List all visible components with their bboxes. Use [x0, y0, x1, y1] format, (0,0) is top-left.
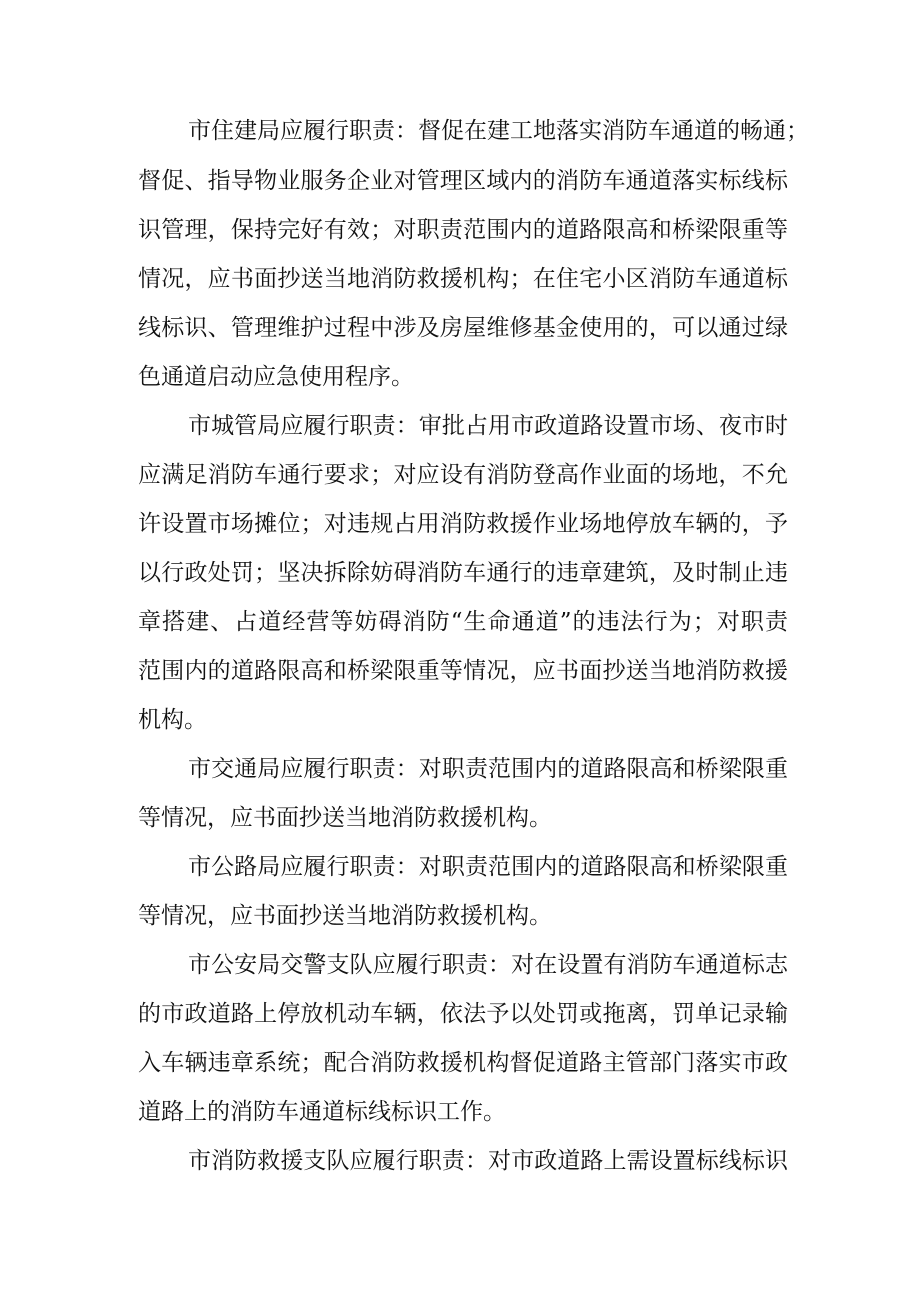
paragraph-3-line-2: 等情况，应书面抄送当地消防救援机构。 — [138, 805, 552, 831]
paragraph-6-line-1: 市消防救援支队应履行职责：对市政道路上需设置标线标识 — [188, 1148, 788, 1174]
paragraph-5-line-4: 道路上的消防车通道标线标识工作。 — [138, 1099, 506, 1125]
paragraph-2-line-6: 范围内的道路限高和桥梁限重等情况，应书面抄送当地消防救援 — [138, 658, 788, 684]
paragraph-3-line-1: 市交通局应履行职责：对职责范围内的道路限高和桥梁限重 — [188, 756, 788, 782]
paragraph-2-line-3: 许设置市场摊位；对违规占用消防救援作业场地停放车辆的，予 — [138, 511, 788, 537]
paragraph-4-line-1: 市公路局应履行职责：对职责范围内的道路限高和桥梁限重 — [188, 854, 788, 880]
paragraph-1-line-1: 市住建局应履行职责：督促在建工地落实消防车通道的畅通； — [188, 118, 809, 144]
paragraph-1-line-6: 色通道启动应急使用程序。 — [138, 364, 414, 390]
paragraph-2-line-5: 章搭建、占道经营等妨碍消防“生命通道”的违法行为；对职责 — [138, 609, 788, 635]
paragraph-5-line-2: 的市政道路上停放机动车辆，依法予以处罚或拖离，罚单记录输 — [138, 1001, 788, 1027]
paragraph-5-line-3: 入车辆违章系统；配合消防救援机构督促道路主管部门落实市政 — [138, 1050, 788, 1076]
paragraph-2-line-2: 应满足消防车通行要求；对应设有消防登高作业面的场地，不允 — [138, 462, 788, 488]
paragraph-2-line-7: 机构。 — [138, 707, 207, 733]
paragraph-1-line-2: 督促、指导物业服务企业对管理区域内的消防车通道落实标线标 — [138, 168, 788, 194]
paragraph-5-line-1: 市公安局交警支队应履行职责：对在设置有消防车通道标志 — [188, 952, 788, 978]
paragraph-1-line-5: 线标识、管理维护过程中涉及房屋维修基金使用的，可以通过绿 — [138, 315, 788, 341]
paragraph-1-line-4: 情况，应书面抄送当地消防救援机构；在住宅小区消防车通道标 — [138, 266, 788, 292]
paragraph-2-line-4: 以行政处罚；坚决拆除妨碍消防车通行的违章建筑，及时制止违 — [138, 560, 788, 586]
paragraph-4-line-2: 等情况，应书面抄送当地消防救援机构。 — [138, 903, 552, 929]
paragraph-2-line-1: 市城管局应履行职责：审批占用市政道路设置市场、夜市时 — [188, 413, 788, 439]
paragraph-1-line-3: 识管理，保持完好有效；对职责范围内的道路限高和桥梁限重等 — [138, 217, 788, 243]
